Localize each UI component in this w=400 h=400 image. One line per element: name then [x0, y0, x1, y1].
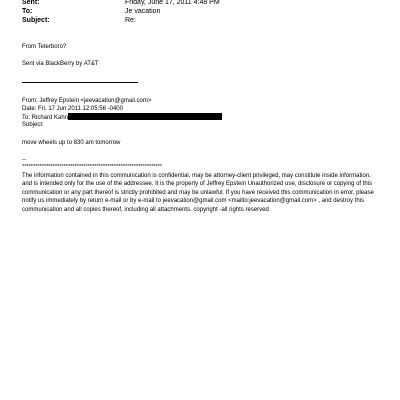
reply-line-1: From Teterboro? — [22, 44, 67, 50]
quoted-from: From: Jeffrey Epstein <jeevacation@gmail.com> — [22, 98, 152, 104]
to-value: Je vacation — [125, 8, 161, 15]
to-label: To: — [22, 8, 33, 15]
asterisk-rule: **************************************************************** — [22, 164, 163, 170]
quoted-to-row — [22, 113, 222, 122]
signature-separator: -- — [22, 157, 26, 163]
subject-value: Re: — [125, 17, 136, 24]
confidentiality-disclaimer: The information contained in this communication is confidential, may be attorney-client privileged, may constitute inside information, and is intended only for the use of the addressee. It is the property of Jeffrey Epstein Unauthorized use, disclosure or copying of this communication or any part thereof is strictly prohibited and may be unlawful. If you have received this communication in error, please notify us immediately by return e-mail or by e-mail to jeevacation@gmail.com <mailto:jeevacation@gmail.com> , and destroy this communication and all copies thereof, including all attachments. copyright -all rights reserved — [22, 173, 374, 213]
quoted-date: Date: Fri, 17 Jun 2011 12:05:56 -0400 — [22, 106, 123, 112]
reply-signature: Sent via BlackBerry by AT&T — [22, 61, 99, 67]
quoted-message: move wheels up to 830 am tomorrow — [22, 140, 121, 146]
redaction-box — [68, 113, 222, 120]
sent-value: Friday, June 17, 2011 4:48 PM — [125, 0, 220, 6]
sent-label: Sent: — [22, 0, 40, 6]
quoted-to: To: Richard Kahn — [22, 115, 69, 121]
quote-divider — [22, 82, 138, 83]
quoted-subject: Subject: — [22, 122, 44, 128]
subject-label: Subject: — [22, 17, 50, 24]
